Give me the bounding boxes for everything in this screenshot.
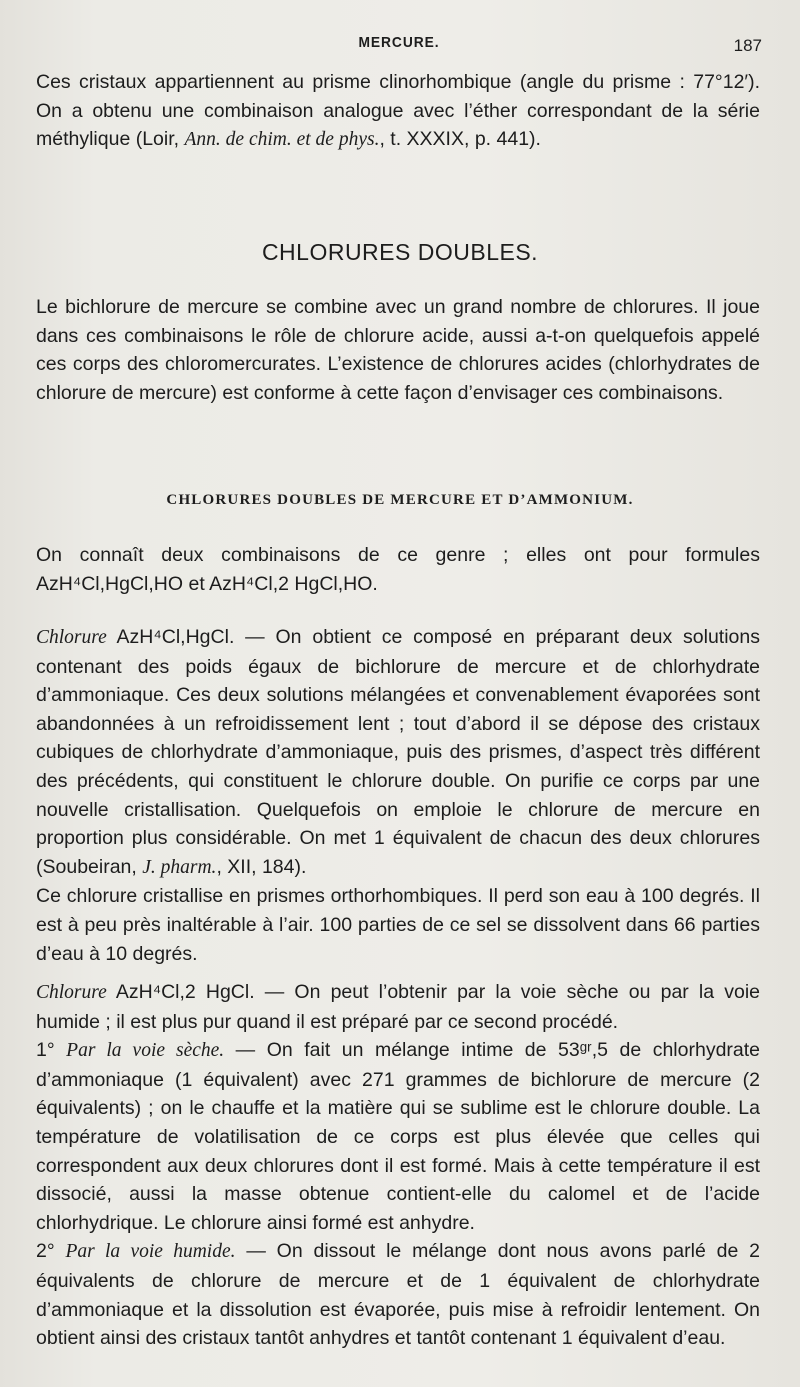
chlorure-1-text-b: , XII, 184). [216,855,307,878]
top-line-2a: On a obtenu une combinaison analogue avec l’éther correspondant de la série méthylique (Loir, [36,99,760,151]
journal-citation: Ann. de chim. et de phys. [184,129,380,151]
chlorure-2-text-a: — On peut l’obtenir par la voie sèche ou par la voie humide ; il est plus pur quand il est préparé par ce second procédé. [36,981,760,1033]
running-head: MERCURE. [358,34,440,51]
wet-method-paragraph [36,1237,760,1352]
top-line-2b: , t. XXXIX, p. 441). [379,128,541,151]
subsection-intro [36,541,760,598]
section-intro [36,293,760,407]
chlorure-1-formula: AzH⁴Cl,HgCl. [106,626,235,648]
subsection-intro-text: On connaît deux combinaisons de ce genre ; elles ont pour formules AzH⁴Cl,HgCl,HO et AzH⁴Cl,2 HgCl,HO. [36,544,760,595]
chlorure-1-label: Chlorure [36,627,107,648]
chlorure-1-section [36,623,760,968]
chlorure-2-label: Chlorure [36,982,107,1003]
wet-method-number: 2° [36,1240,66,1263]
chlorure-2-paragraph [36,978,760,1036]
chlorure-1-journal: J. pharm. [142,856,217,878]
chlorure-1-text-a: — On obtient ce composé en préparant deux solutions contenant des poids égaux de bichlorure de mercure et de chlorhydrate d’ammoniaque. Ces deux solutions mélangées et convenablement évaporées sont abandonnées à un refroidissement lent ; tout d’abord il se dépose des cristaux cubiques de chlorhydrate d’ammoniaque, puis des prismes, d’aspect très différent des précédents, qui constituent le chlorure double. On purifie ce corps par une nouvelle cristallisation. Quelquefois on emploie le chlorure de mercure en proportion plus considérable. On met 1 équivalent de chacun des deux chlorures (Soubeiran, [36,626,760,878]
subsection-title: CHLORURES DOUBLES DE MERCURE ET D’AMMONIUM. [166,492,634,508]
dry-method-number: 1° [36,1039,67,1062]
chlorure-1-properties: Ce chlorure cristallise en prismes orthorhombiques. Il perd son eau à 100 degrés. Il est à peu près inaltérable à l’air. 100 parties de ce sel se dissolvent dans 66 parties d’eau à 10 degrés. [36,885,760,965]
section-title: CHLORURES DOUBLES. [261,239,539,265]
top-line-1: Ces cristaux appartiennent au prisme clinorhombique (angle du prisme : 77°12′). [36,71,760,93]
top-paragraph [36,68,760,155]
section-intro-text: Le bichlorure de mercure se combine avec un grand nombre de chlorures. Il joue dans ces combinaisons le rôle de chlorure acide, aussi a-t-on quelquefois appelé ces corps des chloromercurates. L’existence de chlorures acides (chlorhydrates de chlorure de mercure) est conforme à cette façon d’envisager ces combinaisons. [36,296,760,404]
page-header [36,34,762,60]
page-number: 187 [733,36,762,55]
chlorure-2-section [36,978,760,1353]
dry-method-text: — On fait un mélange intime de 53ᵍʳ,5 de chlorhydrate d’ammoniaque (1 équivalent) avec 271 grammes de bichlorure de mercure (2 équivalents) ; on le chauffe et la matière qui se sublime est le chlorure double. La température de volatilisation de ce corps est plus élevée que celles qui correspondent aux deux chlorures dont il est formé. Mais à cette température il est dissocié, aussi la masse obtenue contient-elle du calomel et de l’acide chlorhydrique. Le chlorure ainsi formé est anhydre. [36,1039,761,1234]
wet-method-label: Par la voie humide. [65,1241,236,1263]
dry-method-label: Par la voie sèche. [66,1040,225,1062]
chlorure-1-paragraph [36,623,760,882]
wet-method-text: — On dissout le mélange dont nous avons parlé de 2 équivalents de chlorure de mercure et de 1 équivalent de chlorhydrate d’ammoniaque et la dissolution est évaporée, puis mise à refroidir lentement. On obtient ainsi des cristaux tantôt anhydres et tantôt contenant 1 équivalent d’eau. [36,1240,760,1350]
dry-method-paragraph [36,1036,760,1237]
chlorure-2-formula: AzH⁴Cl,2 HgCl. [106,981,255,1003]
